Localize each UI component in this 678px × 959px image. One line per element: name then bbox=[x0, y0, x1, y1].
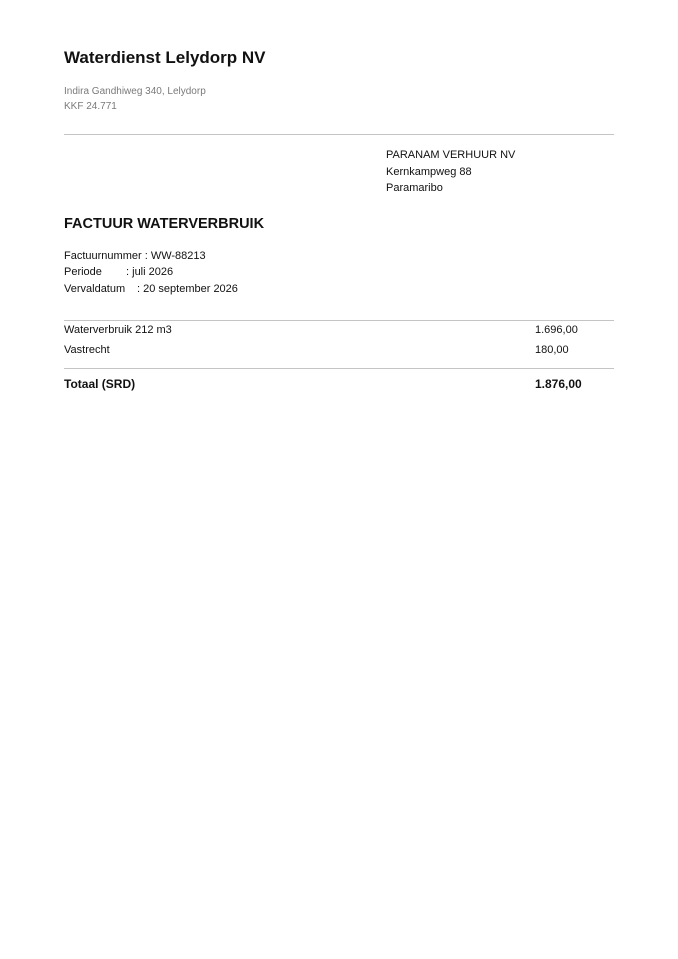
sender-name: Waterdienst Lelydorp NV bbox=[64, 48, 266, 67]
due-date-value: 20 september 2026 bbox=[143, 283, 238, 295]
table-top-divider bbox=[64, 320, 614, 321]
period-value: juli 2026 bbox=[132, 266, 174, 278]
sender-kkf-number: KKF 24.771 bbox=[64, 101, 117, 112]
due-date-label: Vervaldatum bbox=[64, 283, 126, 295]
total-label: Totaal (SRD) bbox=[64, 377, 136, 391]
invoice-number-value: WW-88213 bbox=[150, 250, 206, 262]
period-label: Periode bbox=[64, 266, 102, 278]
period-row bbox=[64, 265, 173, 279]
header-divider bbox=[64, 134, 614, 135]
recipient-street: Kernkampweg 88 bbox=[386, 166, 472, 178]
line-item-amount: 180,00 bbox=[535, 344, 569, 356]
recipient-city: Paramaribo bbox=[386, 182, 443, 194]
line-item-description: Waterverbruik 212 m3 bbox=[64, 324, 172, 336]
invoice-number-label: Factuurnummer bbox=[64, 250, 142, 262]
invoice-number-separator: : bbox=[141, 250, 151, 262]
invoice-title: FACTUUR WATERVERBRUIK bbox=[64, 216, 265, 232]
invoice-number-row bbox=[64, 249, 206, 263]
total-amount: 1.876,00 bbox=[535, 377, 582, 391]
sender-address: Indira Gandhiweg 340, Lelydorp bbox=[64, 86, 206, 97]
line-item-amount: 1.696,00 bbox=[535, 324, 578, 336]
total-divider bbox=[64, 368, 614, 369]
line-item-description: Vastrecht bbox=[64, 344, 110, 356]
due-date-separator: : bbox=[137, 283, 144, 295]
recipient-name: PARANAM VERHUUR NV bbox=[386, 149, 516, 161]
due-date-row bbox=[64, 282, 238, 296]
period-separator: : bbox=[126, 266, 133, 278]
